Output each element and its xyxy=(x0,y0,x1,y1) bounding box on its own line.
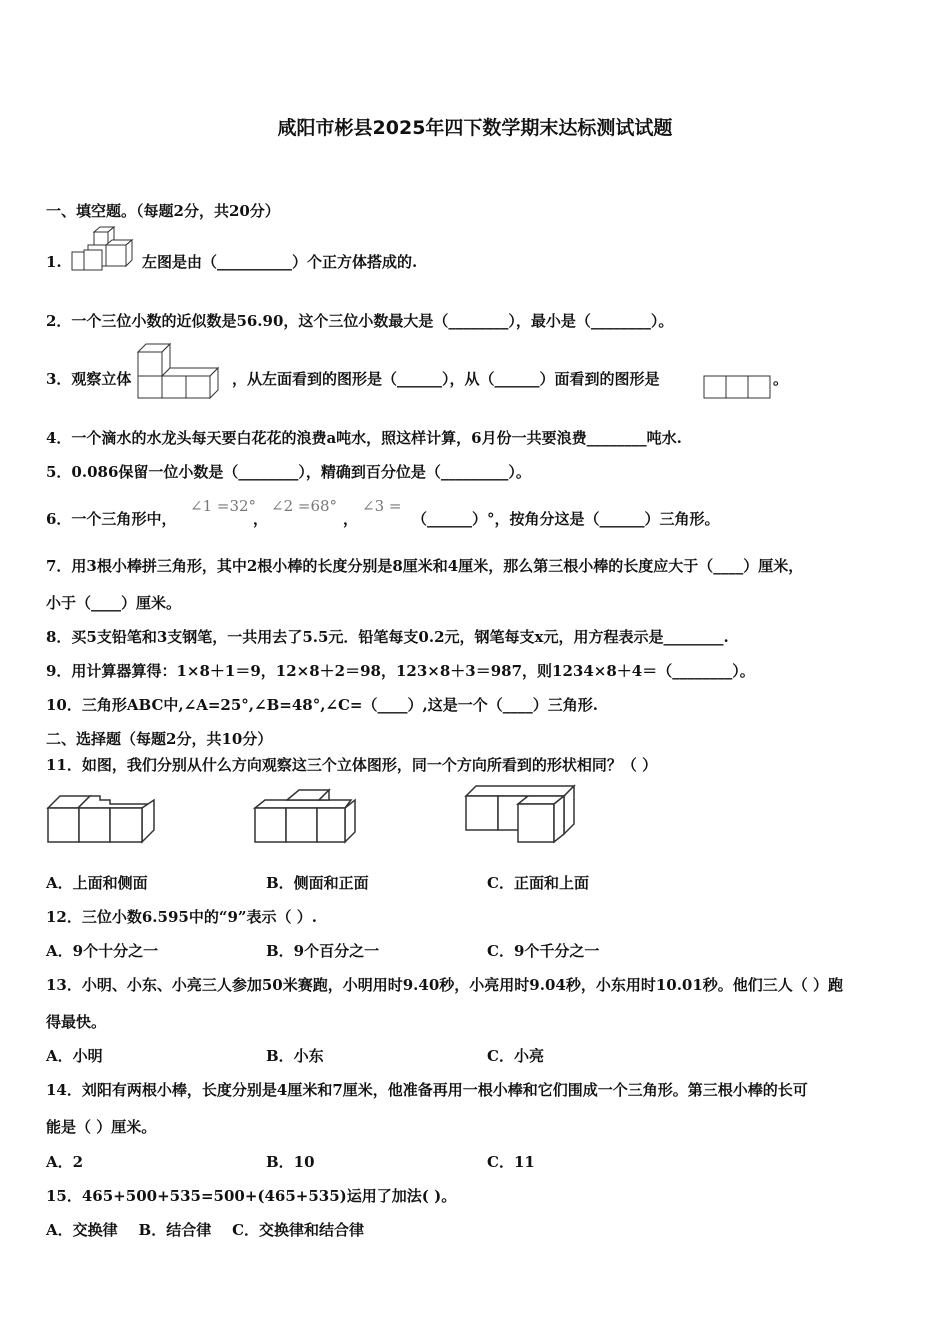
q13-line1: 13．小明、小东、小亮三人参加50米赛跑，小明用时9.40秒，小亮用时9.04秒，小东用时10.01秒。他们三人（ ）跑 xyxy=(46,976,844,994)
q6-prefix: 6．一个三角形中， xyxy=(46,510,177,528)
q15-text: 15．465+500+535=500+(465+535)运用了加法( )。 xyxy=(46,1187,457,1205)
q12-option-b: B．9个百分之一 xyxy=(266,942,380,960)
q3-middle: ，从左面看到的图形是（______），从（______）面看到的图形是 xyxy=(232,370,660,388)
q14-option-a: A．2 xyxy=(46,1153,84,1171)
q12-option-c: C．9个千分之一 xyxy=(487,942,600,960)
q3-suffix: 。 xyxy=(773,370,789,388)
q14-line1: 14．刘阳有两根小棒，长度分别是4厘米和7厘米，他准备再用一根小棒和它们围成一个三角形。第三根小棒的长可 xyxy=(46,1081,808,1099)
q11-option-c: C．正面和上面 xyxy=(487,874,589,892)
q14-line2: 能是（ ）厘米。 xyxy=(46,1118,157,1136)
q13-line2: 得最快。 xyxy=(46,1013,107,1031)
section2-header: 二、选择题（每题2分，共10分） xyxy=(46,730,273,748)
q1-number: 1. xyxy=(46,253,62,271)
q9-text: 9．用计算器算得：1×8＋1＝9，12×8＋2＝98，123×8＋3＝987，则1234×8＋4＝（________）。 xyxy=(46,662,755,680)
q4-text: 4．一个滴水的水龙头每天要白花花的浪费a吨水，照这样计算，6月份一共要浪费________吨水. xyxy=(46,429,682,447)
q14-option-c: C．11 xyxy=(487,1153,535,1171)
q8-text: 8．买5支铅笔和3支钢笔，一共用去了5.5元．铅笔每支0.2元，钢笔每支x元，用方程表示是________. xyxy=(46,628,729,646)
q6-sep1: ， xyxy=(253,510,269,528)
q11-figure-1 xyxy=(44,786,158,846)
section1-header: 一、填空题。（每题2分，共20分） xyxy=(46,202,280,220)
q6-angle2: ∠2 =68° xyxy=(271,497,338,515)
q11-option-a: A．上面和侧面 xyxy=(46,874,148,892)
q6-angle3: ∠3 = xyxy=(362,497,402,515)
q14-option-b: B．10 xyxy=(266,1153,315,1171)
q5-text: 5．0.086保留一位小数是（________），精确到百分位是（_________）。 xyxy=(46,463,531,481)
q6-suffix: （______）°，按角分这是（______）三角形。 xyxy=(412,510,720,528)
q12-text: 12．三位小数6.595中的“9”表示（ ）. xyxy=(46,908,317,926)
q11-option-b: B．侧面和正面 xyxy=(266,874,369,892)
q6-sep2: ， xyxy=(343,510,359,528)
q11-figure-3 xyxy=(462,782,578,846)
q12-option-a: A．9个十分之一 xyxy=(46,942,159,960)
q7-line1: 7．用3根小棒拼三角形，其中2根小棒的长度分别是8厘米和4厘米，那么第三根小棒的长度应大于（____）厘米， xyxy=(46,557,804,575)
q11-figure-2 xyxy=(251,786,365,846)
q3-solid-figure xyxy=(136,340,220,400)
q6-angle1: ∠1 =32° xyxy=(190,497,257,515)
q11-text: 11．如图，我们分别从什么方向观察这三个立体图形，同一个方向所看到的形状相同？（ ） xyxy=(46,756,658,774)
page-title: 咸阳市彬县2025年四下数学期末达标测试试题 xyxy=(277,117,673,139)
q13-option-a: A．小明 xyxy=(46,1047,103,1065)
q2-text: 2．一个三位小数的近似数是56.90，这个三位小数最大是（________），最小是（________）。 xyxy=(46,312,674,330)
q3-prefix: 3．观察立体 xyxy=(46,370,132,388)
q7-line2: 小于（____）厘米。 xyxy=(46,594,182,612)
q13-option-c: C．小亮 xyxy=(487,1047,544,1065)
q1-cube-figure xyxy=(70,226,142,272)
q1-text: 左图是由（__________）个正方体搭成的. xyxy=(142,253,418,271)
q15-options: A．交换律 B．结合律 C．交换律和结合律 xyxy=(46,1221,365,1239)
q13-option-b: B．小东 xyxy=(266,1047,324,1065)
q3-answer-squares xyxy=(703,375,773,399)
q10-text: 10．三角形ABC中,∠A=25°,∠B=48°,∠C=（____）,这是一个（____）三角形. xyxy=(46,696,598,714)
